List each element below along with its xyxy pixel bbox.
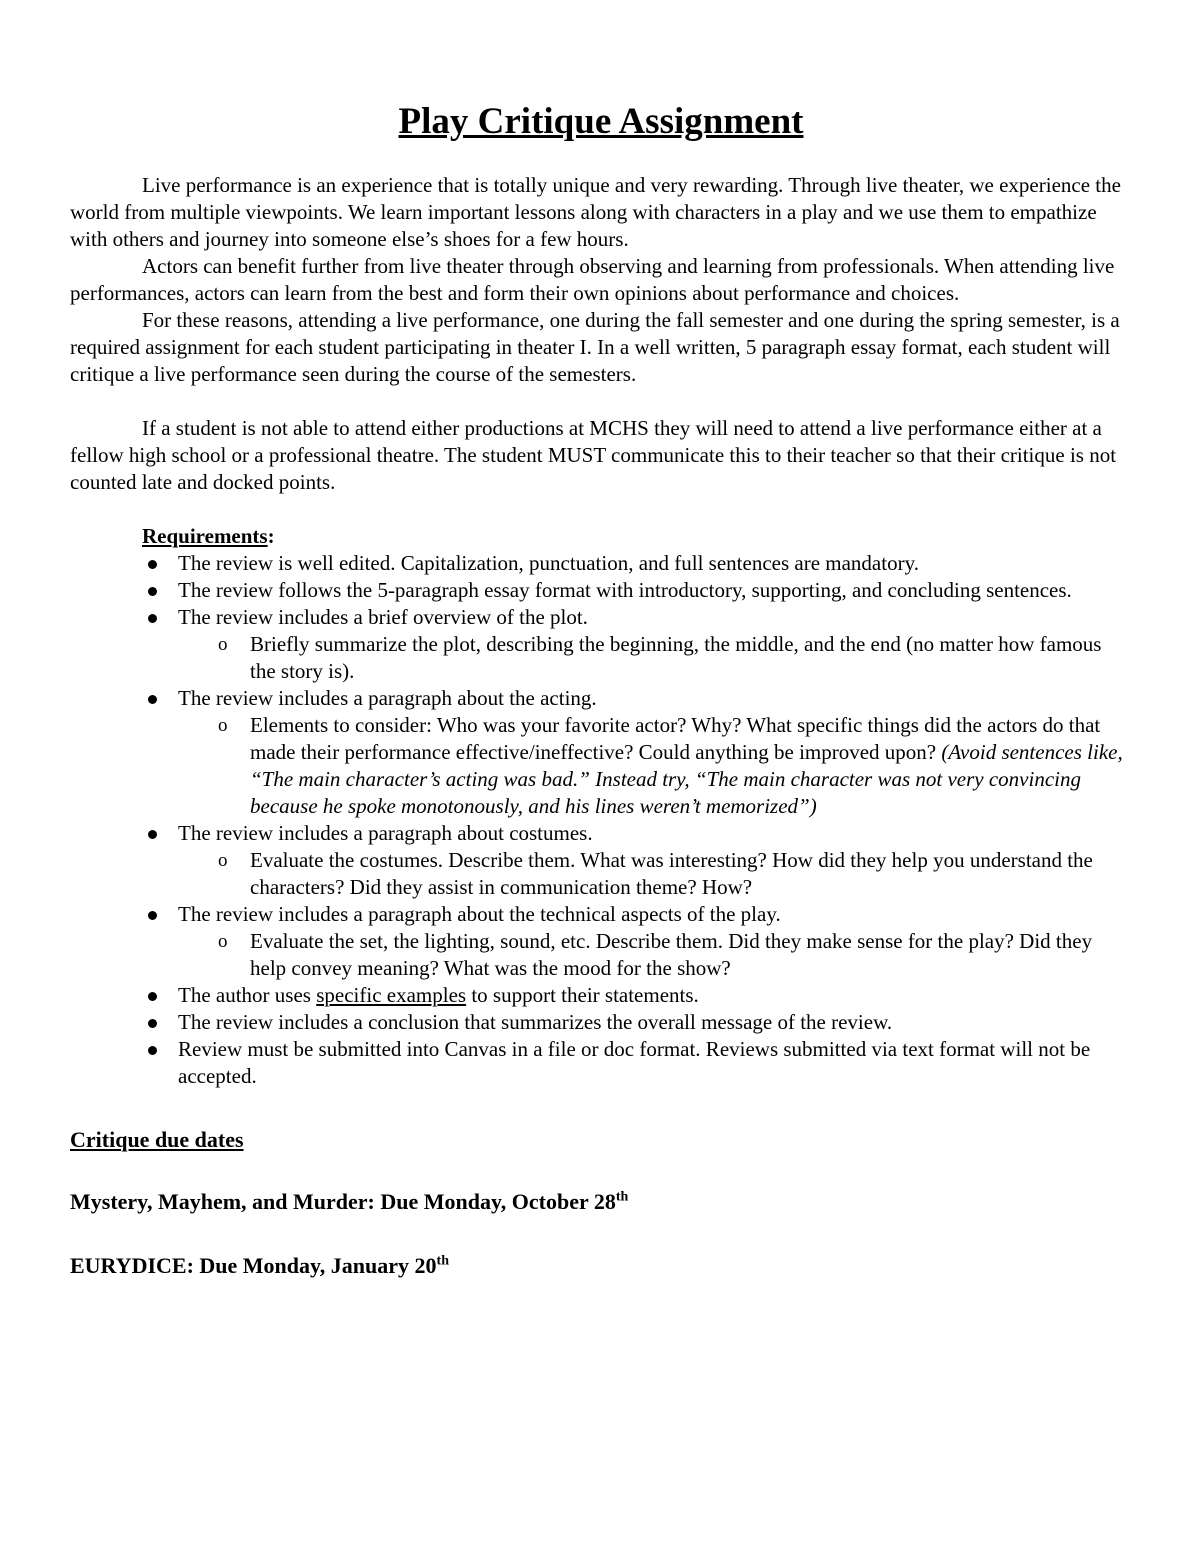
requirement-text: The review is well edited. Capitalization, punctuation, and full sentences are mandatory.: [178, 551, 919, 575]
bullet-icon: [148, 1019, 157, 1028]
requirement-text: The review includes a conclusion that summarizes the overall message of the review.: [178, 1010, 893, 1034]
sub-list: [178, 847, 1132, 901]
sub-requirement-text: Elements to consider: Who was your favorite actor? Why? What specific things did the actors do that made their performance effective/ineffective? Could anything be improved upon?: [250, 713, 1101, 764]
sub-list-item: [178, 928, 1132, 982]
paragraph-spacer: [70, 388, 1132, 415]
requirement-text: The review includes a paragraph about costumes.: [178, 821, 593, 845]
bullet-icon: [148, 587, 157, 596]
intro-paragraph-1: Live performance is an experience that is totally unique and very rewarding. Through live theater, we experience the world from multiple viewpoints. We learn important lessons along with characters in a play and we use them to empathize with others and journey into someone else’s shoes for a few hours.: [70, 173, 1121, 251]
list-item: [110, 982, 1132, 1009]
sub-requirement-text: Evaluate the costumes. Describe them. What was interesting? How did they help you understand the characters? Did they assist in communication theme? How?: [250, 848, 1093, 899]
list-item: [110, 820, 1132, 901]
sub-list: [178, 928, 1132, 982]
requirement-text: The review follows the 5-paragraph essay format with introductory, supporting, and concluding sentences.: [178, 578, 1072, 602]
sub-requirement-text: Evaluate the set, the lighting, sound, etc. Describe them. Did they make sense for the play? Did they help convey meaning? What was the mood for the show?: [250, 929, 1093, 980]
list-item: [110, 1009, 1132, 1036]
bullet-icon: [148, 1046, 157, 1055]
bullet-icon: [148, 560, 157, 569]
intro-paragraph-3: For these reasons, attending a live performance, one during the fall semester and one during the spring semester, is a required assignment for each student participating in theater I. In a well written, 5 paragraph essay format, each student will critique a live performance seen during the course of the semesters.: [70, 308, 1120, 386]
intro-paragraph-4: If a student is not able to attend either productions at MCHS they will need to attend a live performance either at a fellow high school or a professional theatre. The student MUST communicate this to their teacher so that their critique is not counted late and docked points.: [70, 416, 1117, 494]
list-item: [110, 604, 1132, 685]
requirements-heading-line: [142, 523, 1132, 550]
requirement-text: The review includes a paragraph about the acting.: [178, 686, 597, 710]
due-date-line: [70, 1187, 1132, 1217]
requirements-colon: :: [267, 524, 275, 548]
due-date-text: EURYDICE: Due Monday, January 20: [70, 1253, 437, 1278]
circle-bullet-icon: o: [218, 931, 228, 952]
due-date-suffix: th: [615, 1189, 629, 1205]
sub-list-item: [178, 631, 1132, 685]
sub-list-item: [178, 847, 1132, 901]
due-date-line: [70, 1251, 1132, 1281]
page-title: Play Critique Assignment: [398, 101, 804, 142]
requirements-section: [142, 523, 1132, 1090]
requirement-text-underlined: specific examples: [316, 983, 467, 1007]
sub-list: [178, 631, 1132, 685]
requirement-text: The review includes a brief overview of the plot.: [178, 605, 588, 629]
intro-paragraph-2: Actors can benefit further from live theater through observing and learning from professionals. When attending live performances, actors can learn from the best and form their own opinions about performance and choices.: [70, 254, 1115, 305]
due-date-suffix: th: [436, 1253, 449, 1269]
bullet-icon: [148, 992, 157, 1001]
list-item: [110, 550, 1132, 577]
bullet-icon: [148, 695, 157, 704]
requirements-heading: Requirements: [142, 524, 268, 548]
bullet-icon: [148, 911, 157, 920]
circle-bullet-icon: o: [218, 850, 228, 871]
requirement-text: Review must be submitted into Canvas in a file or doc format. Reviews submitted via text format will not be accepted.: [178, 1037, 1091, 1088]
requirements-list: [142, 550, 1132, 1090]
bullet-icon: [148, 614, 157, 623]
list-item: [110, 685, 1132, 820]
sub-requirement-text: Briefly summarize the plot, describing the beginning, the middle, and the end (no matter how famous the story is).: [250, 632, 1102, 683]
list-item: [110, 901, 1132, 982]
circle-bullet-icon: o: [218, 715, 228, 736]
bullet-icon: [148, 830, 157, 839]
list-item: [110, 577, 1132, 604]
sub-requirement-italic-text: (Avoid sentences like, “The main character’s acting was bad.” Instead try, “The main character was not very convincing because he spoke monotonously, and his lines weren’t memorized”): [250, 740, 1123, 818]
requirement-text-pre: The author uses: [178, 983, 317, 1007]
due-dates-heading: Critique due dates: [70, 1127, 244, 1152]
list-item: [110, 1036, 1132, 1090]
sub-list: [178, 712, 1132, 820]
requirement-text: The review includes a paragraph about the technical aspects of the play.: [178, 902, 781, 926]
sub-list-item: [178, 712, 1132, 820]
requirement-text-post: to support their statements.: [466, 983, 699, 1007]
document-page: [70, 100, 1132, 1281]
circle-bullet-icon: o: [218, 634, 228, 655]
due-date-text: Mystery, Mayhem, and Murder: Due Monday, October 28: [70, 1189, 616, 1214]
